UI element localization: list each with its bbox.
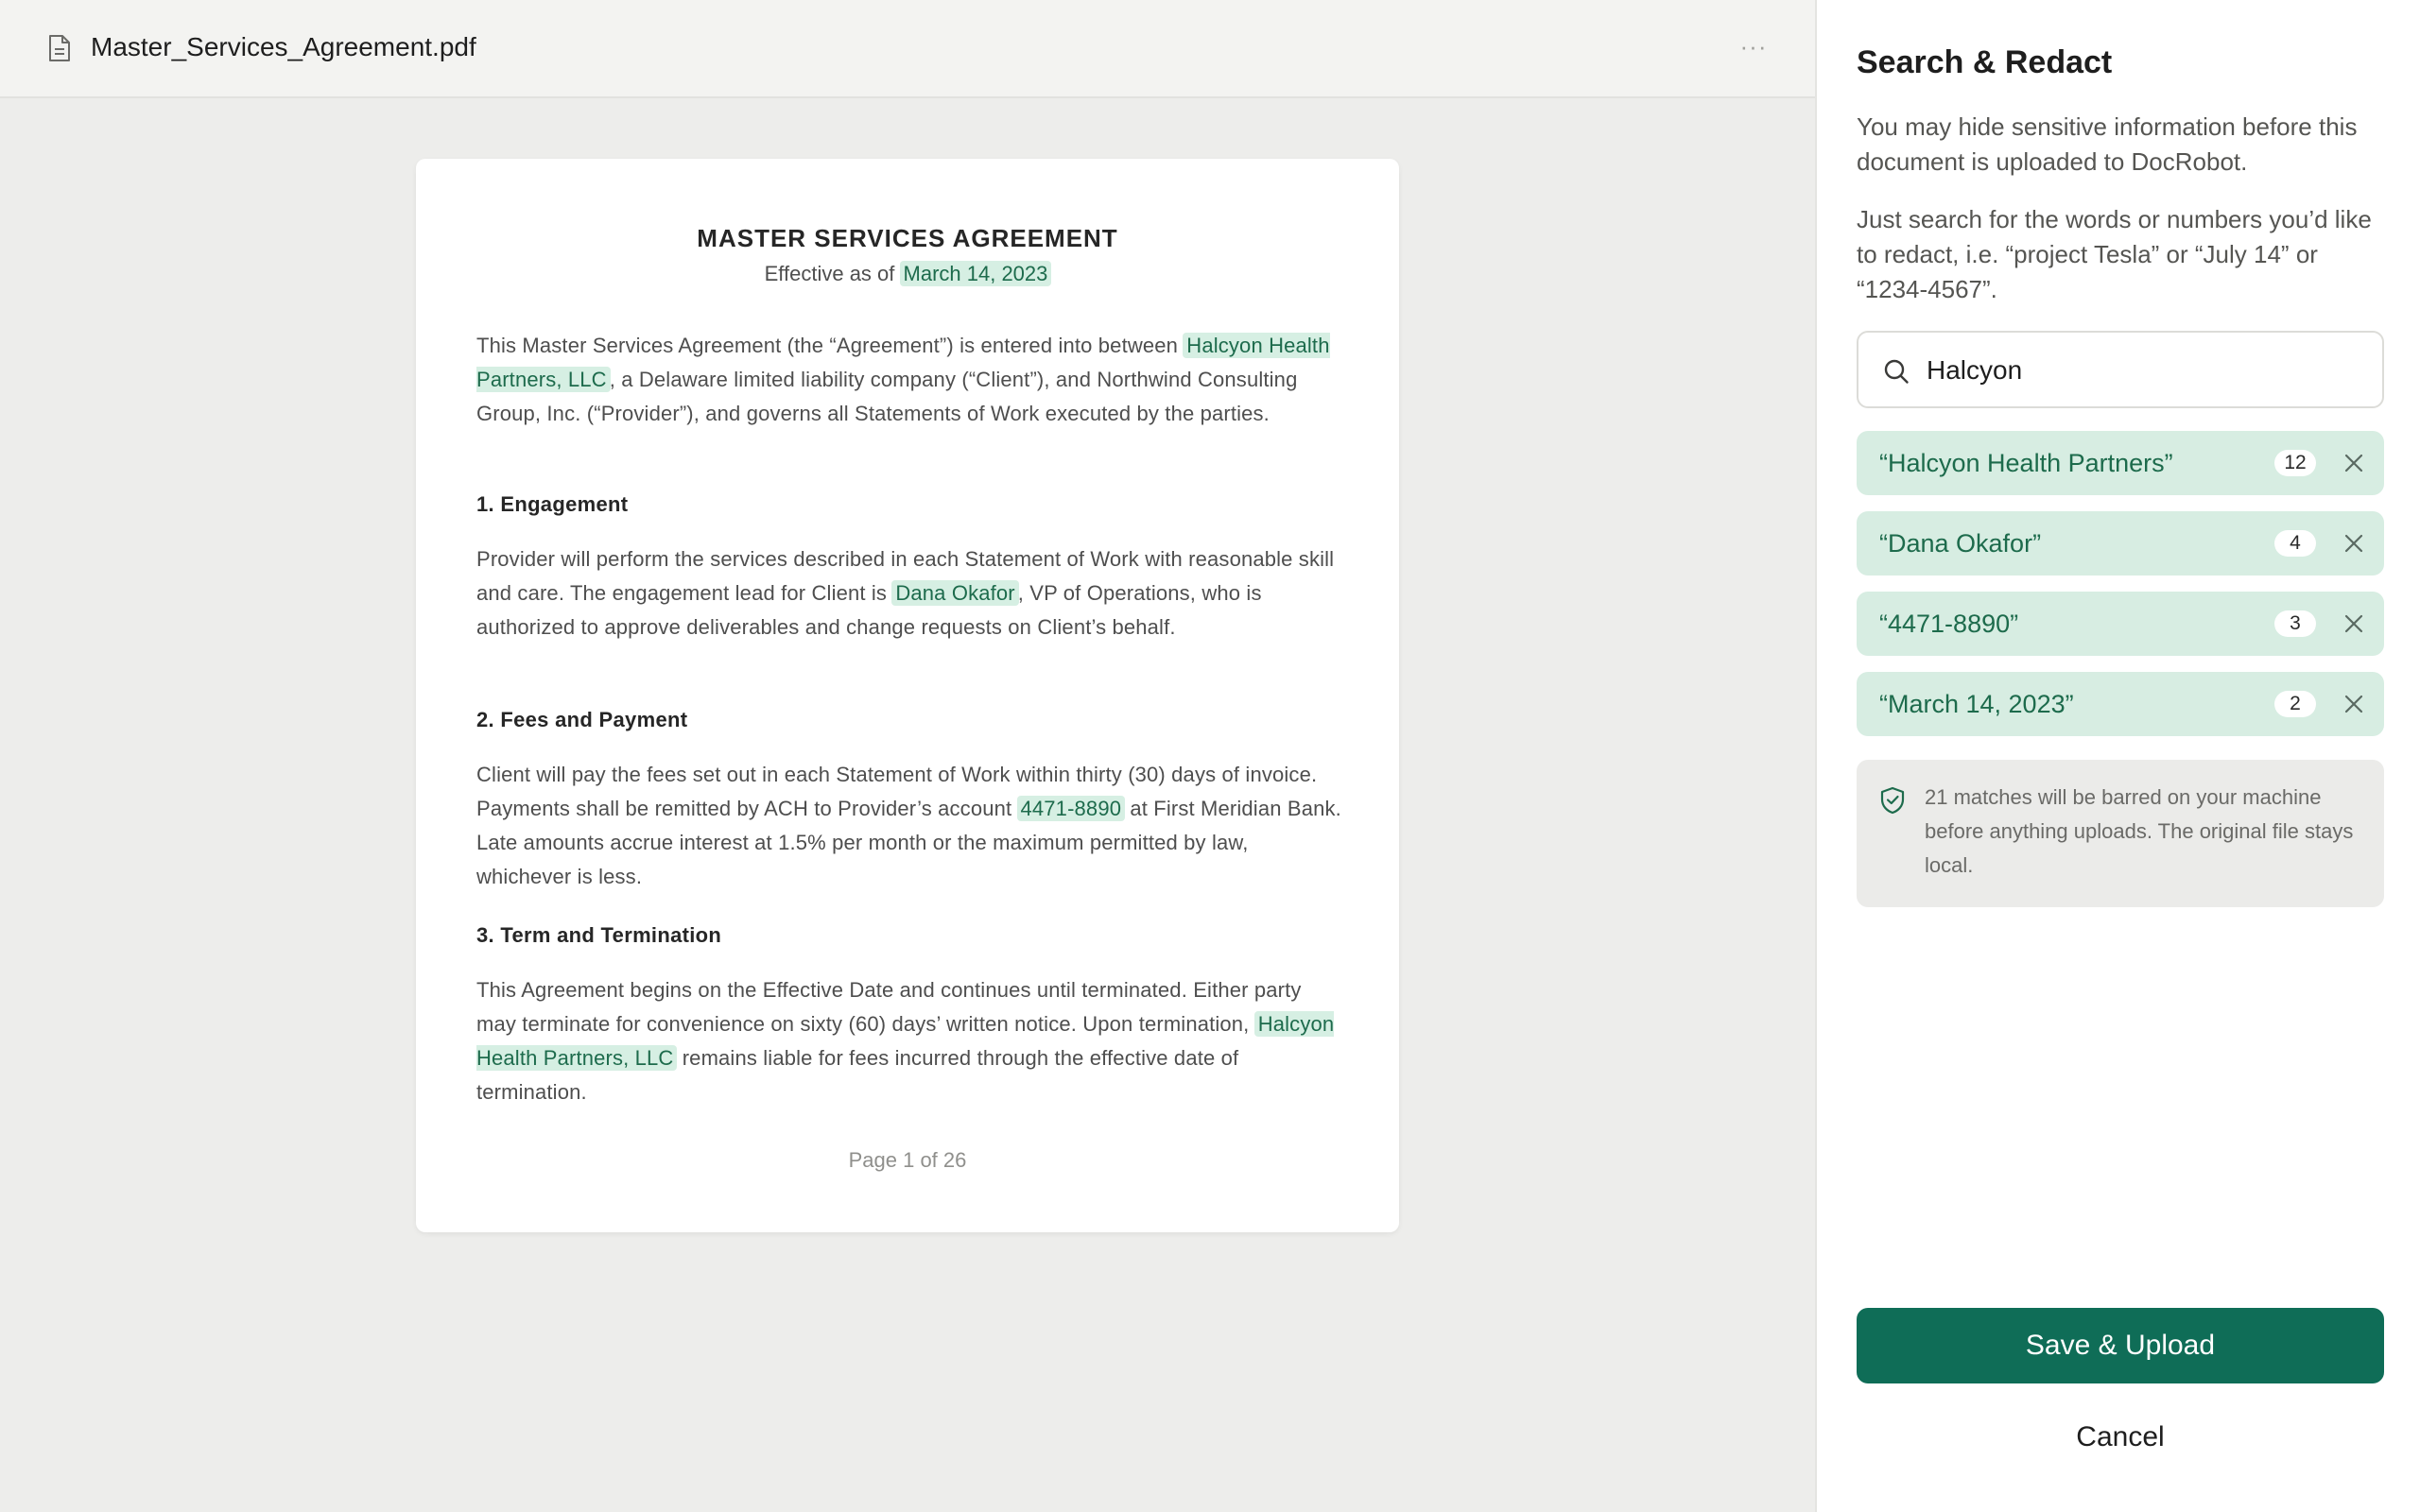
term-paragraph [476, 973, 1346, 1109]
fees-text-1: Client will pay the fees set out in each Statement of Work within thirty (30) days of invoice. Payments shall be remitted by ACH to Provider’s account [476, 763, 1318, 820]
redaction-highlight: Halcyon Health Partners, LLC [476, 334, 1330, 391]
engagement-text-1: Provider will perform the services described in each Statement of Work with reasonable skill and care. The engagement lead for Client is [476, 547, 1335, 605]
close-icon[interactable] [2341, 691, 2367, 717]
panel-title: Search & Redact [1857, 44, 2113, 80]
redaction-highlight: March 14, 2023 [900, 261, 1052, 286]
effective-line [416, 257, 1399, 291]
intro-paragraph [476, 329, 1346, 431]
term-text-1: This Agreement begins on the Effective Date and continues until terminated. Either party may terminate for convenience on sixty (60) days’ written notice. Upon termination, [476, 978, 1302, 1036]
redaction-chip [1857, 431, 2384, 495]
search-input[interactable] [1927, 350, 2361, 391]
notice-text: 21 matches will be barred on your machine before anything uploads. The original file stays local. [1925, 785, 2354, 877]
search-field[interactable] [1857, 331, 2384, 408]
term-text-2: remains liable for fees incurred through the effective date of termination. [476, 1046, 1239, 1104]
redaction-term: “4471-8890” [1879, 610, 2019, 638]
redaction-chip [1857, 592, 2384, 656]
section-heading-fees: 2. Fees and Payment [476, 708, 688, 731]
viewer-toolbar [0, 0, 1815, 98]
redaction-term: “Halcyon Health Partners” [1879, 449, 2173, 477]
redaction-highlight: 4471-8890 [1017, 796, 1126, 821]
redaction-notice [1857, 760, 2384, 907]
section-heading-engagement: 1. Engagement [476, 492, 629, 516]
document-title: MASTER SERVICES AGREEMENT [697, 224, 1118, 252]
save-upload-button[interactable]: Save & Upload [1857, 1308, 2384, 1383]
close-icon[interactable] [2341, 450, 2367, 476]
close-icon[interactable] [2341, 530, 2367, 557]
effective-prefix: Effective as of [764, 262, 895, 285]
redaction-term: “March 14, 2023” [1879, 690, 2074, 718]
shield-check-icon [1879, 786, 1906, 815]
fees-text-2: at First Meridian Bank. Late amounts accrue interest at 1.5% per month or the maximum permitted by law, whichever is less. [476, 797, 1341, 888]
redaction-highlight: Halcyon Health Partners, LLC [476, 1012, 1335, 1070]
redaction-chip [1857, 511, 2384, 576]
cancel-button[interactable]: Cancel [1857, 1414, 2384, 1461]
panel-instructions: Just search for the words or numbers you’d like to redact, i.e. “project Tesla” or “July 14” or “1234-4567”. [1857, 205, 2372, 303]
file-name: Master_Services_Agreement.pdf [91, 32, 476, 61]
match-count-badge: 2 [2274, 691, 2316, 717]
fees-paragraph [476, 758, 1346, 894]
close-icon[interactable] [2341, 610, 2367, 637]
intro-text-2: , a Delaware limited liability company (“Client”), and Northwind Consulting Group, Inc. (“Provider”), and governs all Statements of Work executed by the parties. [476, 368, 1298, 425]
document-page [416, 159, 1399, 1232]
more-options-button[interactable] [1730, 25, 1777, 68]
intro-text-1: This Master Services Agreement (the “Agreement”) is entered into between [476, 334, 1179, 357]
section-heading-term: 3. Term and Termination [476, 923, 722, 947]
more-icon: ··· [1739, 31, 1768, 60]
redaction-term: “Dana Okafor” [1879, 529, 2042, 558]
search-icon [1883, 358, 1910, 385]
panel-description: You may hide sensitive information before this document is uploaded to DocRobot. [1857, 112, 2358, 176]
engagement-paragraph [476, 542, 1346, 644]
file-icon [47, 34, 72, 62]
redaction-highlight: Dana Okafor [891, 580, 1018, 606]
redact-panel [1815, 0, 2420, 1512]
match-count-badge: 12 [2274, 450, 2316, 476]
redaction-chip [1857, 672, 2384, 736]
match-count-badge: 4 [2274, 530, 2316, 557]
engagement-text-2: , VP of Operations, who is authorized to approve deliverables and change requests on Client’s behalf. [476, 581, 1262, 639]
match-count-badge: 3 [2274, 610, 2316, 637]
page-indicator: Page 1 of 26 [848, 1148, 967, 1172]
